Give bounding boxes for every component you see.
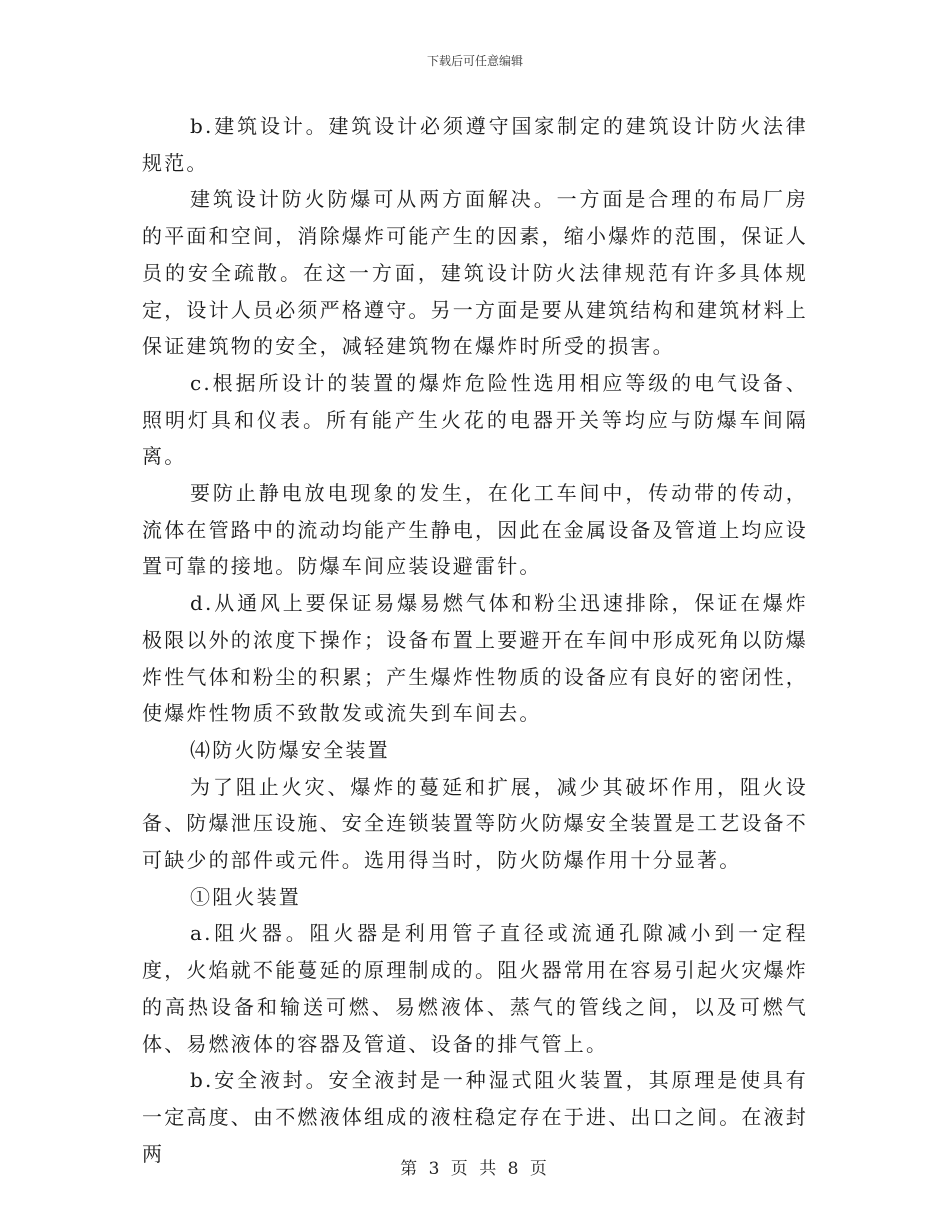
paragraph-static-electricity: 要防止静电放电现象的发生，在化工车间中，传动带的传动，流体在管路中的流动均能产生静电，因此在金属设备及管道上均应设置可靠的接地。防爆车间应装设避雷针。 <box>142 481 808 579</box>
page-number-footer: 第 3 页 共 8 页 <box>400 1159 550 1179</box>
paragraph-building-fire-explosion: 建筑设计防火防爆可从两方面解决。一方面是合理的布局厂房的平面和空间，消除爆炸可能产生的因素，缩小爆炸的范围，保证人员的安全疏散。在这一方面，建筑设计防火法律规范有许多具体规定，设计人员必须严格遵守。另一方面是要从建筑结构和建筑材料上保证建筑物的安全，减轻建筑物在爆炸时所受的损害。 <box>142 187 808 359</box>
paragraph-ventilation: d.从通风上要保证易爆易燃气体和粉尘迅速排除，保证在爆炸极限以外的浓度下操作；设备布置上要避开在车间中形成死角以防爆炸性气体和粉尘的积累；产生爆炸性物质的设备应有良好的密闭性，使爆炸性物质不致散发或流失到车间去。 <box>142 591 808 726</box>
paragraph-building-design: b.建筑设计。建筑设计必须遵守国家制定的建筑设计防火法律规范。 <box>142 114 808 175</box>
paragraph-safety-devices-intro: 为了阻止火灾、爆炸的蔓延和扩展，减少其破坏作用，阻火设备、防爆泄压设施、安全连锁装置等防火防爆安全装置是工艺设备不可缺少的部件或元件。选用得当时，防火防爆作用十分显著。 <box>142 774 808 873</box>
document-body <box>142 108 808 1172</box>
page-header-note: 下载后可任意编辑 <box>426 54 523 68</box>
paragraph-liquid-seal: b.安全液封。安全液封是一种湿式阻火装置，其原理是使具有一定高度、由不燃液体组成的液柱稳定存在于进、出口之间。在液封两 <box>142 1068 808 1166</box>
subheading-flame-arrestor-devices: ①阻火装置 <box>190 884 301 909</box>
section-heading-safety-devices: ⑷防火防爆安全装置 <box>190 737 390 762</box>
paragraph-flame-arrestor: a.阻火器。阻火器是利用管子直径或流通孔隙减小到一定程度，火焰就不能蔓延的原理制成的。阻火器常用在容易引起火灾爆炸的高热设备和输送可燃、易燃液体、蒸气的管线之间，以及可燃气体、易燃液体的容器及管道、设备的排气管上。 <box>142 921 808 1056</box>
paragraph-electrical-equipment: c.根据所设计的装置的爆炸危险性选用相应等级的电气设备、照明灯具和仪表。所有能产生火花的电器开关等均应与防爆车间隔离。 <box>142 370 808 469</box>
